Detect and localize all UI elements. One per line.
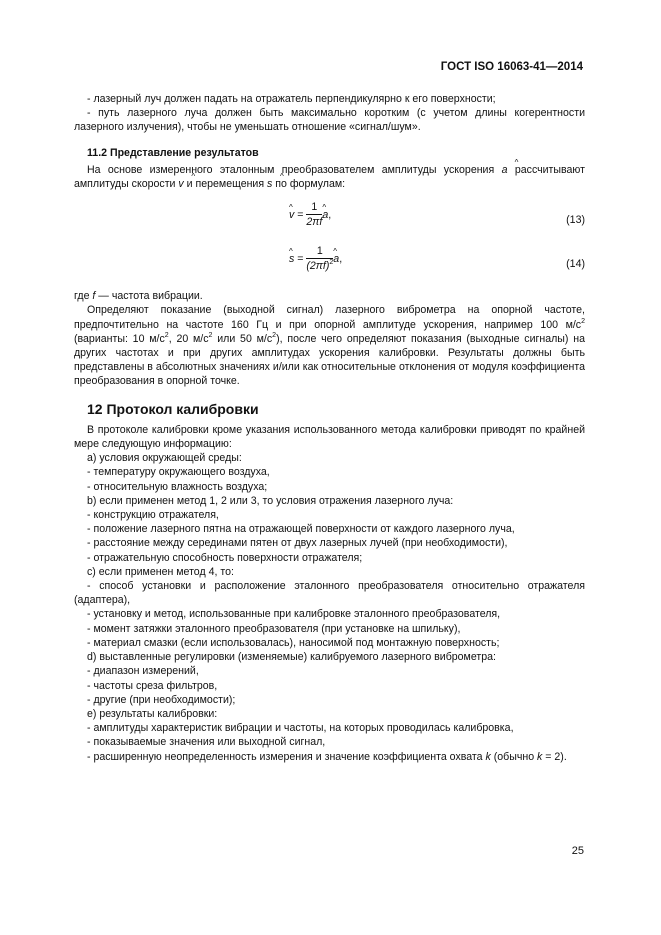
- page-number: 25: [571, 845, 584, 857]
- section-12-intro: В протоколе калибровки кроме указания использованного метода калибровки приводят по крайней мере следующую информацию:: [74, 423, 585, 451]
- formula-14-number: (14): [566, 258, 585, 271]
- section-11-2-title: 11.2 Представление результатов: [87, 146, 259, 159]
- var-s-hat: ^ s: [267, 178, 272, 190]
- results-paragraph: Определяют показание (выходной сигнал) лазерного виброметра на опорной частоте, предпочтительно на частоте 160 Гц и при опорной амплитуде ускорения, например 100 $м/с^2$ (варианты: 10 $м/с^2$, 20 $м/с^2$ или 50 $м/с^2$), после чего определяют показания (выходные сигналы) на других частотах и при других амплитудах ускорения калибровки. Результаты должны быть представлены в абсолютных значениях и/или как относительные отклонения от модуля коэффициента преобразования в опорной точке.: [74, 304, 585, 388]
- protocol-line: - материал смазки (если использовалась), наносимой под монтажную поверхность;: [87, 636, 500, 649]
- protocol-line: c) если применен метод 4, то:: [87, 565, 234, 578]
- protocol-line: - частоты среза фильтров,: [87, 679, 218, 692]
- protocol-line: - относительную влажность воздуха;: [87, 480, 268, 493]
- var-v-hat: ^ v: [178, 178, 183, 190]
- section-12-title: 12 Протокол калибровки: [87, 400, 259, 417]
- formula-14: ^ s = $\frac{1}{(2\pi f)^2}$ ^ a, (14): [74, 245, 585, 285]
- protocol-line: - амплитуды характеристик вибрации и частоты, на которых проводилась калибровка,: [87, 722, 514, 735]
- protocol-line: - другие (при необходимости);: [87, 693, 236, 706]
- protocol-line: - диапазон измерений,: [87, 665, 199, 678]
- protocol-line: - отражательную способность поверхности отражателя;: [87, 551, 363, 564]
- protocol-line: а) условия окружающей среды:: [87, 452, 242, 465]
- protocol-line-last: - расширенную неопределенность измерения и значение коэффициента охвата k (обычно k = 2).: [87, 750, 567, 763]
- protocol-line: е) результаты калибровки:: [87, 707, 218, 720]
- section-11-2-intro: На основе измеренного эталонным преобразователем амплитуды ускорения ^ a рассчитывают амплитуды скорости ^ v и перемещения ^ s по формулам:: [74, 163, 585, 191]
- intro-item-1: - лазерный луч должен падать на отражатель перпендикулярно к его поверхности;: [87, 93, 496, 105]
- standard-header: ГОСТ ISO 16063-41—2014: [440, 61, 583, 73]
- formula-13-number: (13): [566, 214, 585, 227]
- protocol-line: b) если применен метод 1, 2 или 3, то условия отражения лазерного луча:: [87, 494, 454, 507]
- formula-13: ^ v = $\frac{1}{2\pi f}$ ^ a, (13): [74, 201, 585, 241]
- protocol-line: - температуру окружающего воздуха,: [87, 466, 270, 479]
- protocol-line: - момент затяжки эталонного преобразователя (при установке на шпильку),: [87, 622, 461, 635]
- document-body: [74, 92, 585, 764]
- protocol-line: - конструкцию отражателя,: [87, 509, 219, 522]
- protocol-line: - установку и метод, использованные при калибровке эталонного преобразователя,: [87, 608, 501, 621]
- protocol-line: - способ установки и расположение эталонного преобразователя относительно отражателя (адаптера),: [74, 580, 585, 607]
- protocol-line: - показываемые значения или выходной сигнал,: [87, 736, 326, 749]
- protocol-line: d) выставленные регулировки (изменяемые) калибруемого лазерного виброметра:: [87, 651, 496, 664]
- intro-item-2: - путь лазерного луча должен быть максимально коротким (с учетом длины когерентности лазерного излучения), чтобы не уменьшать отношение «сигнал/шум».: [74, 107, 585, 134]
- protocol-line: - положение лазерного пятна на отражающей поверхности от каждого лазерного луча,: [87, 523, 515, 536]
- protocol-line: - расстояние между серединами пятен от двух лазерных лучей (при необходимости),: [87, 537, 508, 550]
- var-a-hat: ^ a: [502, 164, 508, 176]
- where-clause: где f — частота вибрации.: [74, 290, 203, 303]
